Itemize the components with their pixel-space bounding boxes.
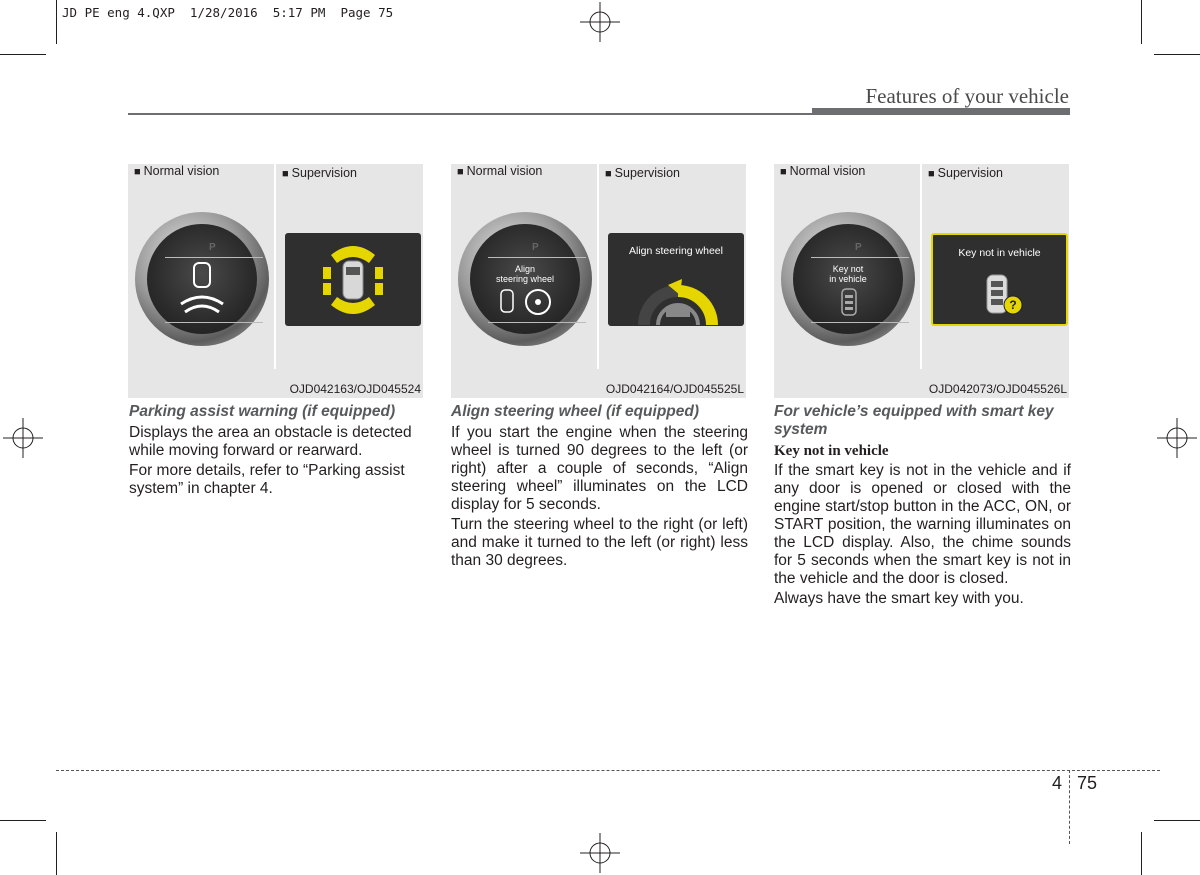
lcd-display-warning bbox=[931, 233, 1068, 326]
label-supervision: ■ Supervision bbox=[928, 166, 1003, 180]
crop-mark bbox=[1141, 0, 1142, 44]
section-heading: For vehicle’s equipped with smart key system bbox=[774, 403, 1054, 438]
cluster-gauge: P Align steering wheel bbox=[458, 212, 592, 346]
figure-code: OJD042164/OJD045525L bbox=[605, 382, 744, 396]
section-subheading: Key not in vehicle bbox=[774, 443, 889, 459]
header-rule bbox=[128, 113, 812, 115]
section-parking-assist bbox=[129, 403, 426, 500]
smart-key-icon bbox=[841, 288, 857, 316]
figure-divider bbox=[920, 164, 922, 369]
label-normal-vision: ■ Normal vision bbox=[134, 164, 220, 178]
gauge-text: steering wheel bbox=[495, 274, 555, 284]
lcd-display bbox=[608, 233, 744, 326]
label-supervision: ■ Supervision bbox=[605, 166, 680, 180]
paragraph: If the smart key is not in the vehicle and if any door is opened or closed with the engine start/stop button in the ACC, ON, or START position, the warning illuminates on the LCD display. Also, the chime sounds for 5 seconds when the smart key is not in the vehicle and the door is closed. bbox=[774, 462, 1071, 587]
figure-divider bbox=[597, 164, 599, 369]
footer-rule bbox=[56, 770, 1160, 771]
section-heading: Align steering wheel (if equipped) bbox=[451, 403, 700, 420]
footer-divider bbox=[1069, 770, 1070, 844]
figure-align-steering bbox=[451, 164, 746, 398]
lcd-message: Key not in vehicle bbox=[958, 247, 1041, 259]
section-align-steering bbox=[451, 403, 748, 572]
paragraph: Displays the area an obstacle is detected while moving forward or rearward. bbox=[129, 424, 412, 459]
label-normal-vision: ■ Normal vision bbox=[457, 164, 543, 178]
print-slug: JD PE eng 4.QXP 1/28/2016 5:17 PM Page 75 bbox=[62, 5, 394, 20]
crop-mark bbox=[1154, 820, 1200, 821]
page-number: 75 bbox=[1077, 773, 1098, 793]
crop-mark bbox=[1141, 832, 1142, 875]
registration-mark-bottom bbox=[580, 833, 620, 873]
cluster-gauge: P Key not in vehicle bbox=[781, 212, 915, 346]
figure-key-not-in-vehicle bbox=[774, 164, 1069, 398]
cluster-gauge: P bbox=[135, 212, 269, 346]
figure-parking-assist bbox=[128, 164, 423, 398]
section-heading: Parking assist warning (if equipped) bbox=[129, 403, 396, 420]
figure-code: OJD042163/OJD045524 bbox=[289, 382, 421, 396]
paragraph: If you start the engine when the steering wheel is turned 90 degrees to the left (or right) after a couple of seconds, “Align steering wheel” illuminates on the LCD display for 5 seconds. bbox=[451, 424, 748, 513]
paragraph: Always have the smart key with you. bbox=[774, 590, 1024, 607]
label-normal-vision: ■ Normal vision bbox=[780, 164, 866, 178]
figure-code: OJD042073/OJD045526L bbox=[928, 382, 1067, 396]
header-rule-accent bbox=[812, 108, 1070, 115]
crop-mark bbox=[0, 820, 46, 821]
crop-mark bbox=[56, 0, 57, 44]
parking-sensor-car-icon bbox=[177, 260, 227, 318]
gauge-text: Align bbox=[514, 264, 535, 274]
crop-mark bbox=[56, 832, 57, 875]
crop-mark bbox=[1154, 54, 1200, 55]
figure-divider bbox=[274, 164, 276, 369]
registration-mark-top bbox=[580, 2, 620, 42]
gauge-text: in vehicle bbox=[829, 274, 867, 284]
lcd-display bbox=[285, 233, 421, 326]
gauge-text: Key not bbox=[832, 264, 864, 274]
svg-text:?: ? bbox=[1009, 298, 1017, 312]
label-supervision: ■ Supervision bbox=[282, 166, 357, 180]
chapter-number: 4 bbox=[1052, 773, 1063, 793]
crop-mark bbox=[0, 54, 46, 55]
section-smart-key bbox=[774, 403, 1071, 610]
lcd-message: Align steering wheel bbox=[629, 245, 723, 257]
smart-key-icon bbox=[981, 271, 1025, 319]
registration-mark-right bbox=[1157, 418, 1197, 458]
registration-mark-left bbox=[3, 418, 43, 458]
paragraph: For more details, refer to “Parking assist system” in chapter 4. bbox=[129, 462, 405, 497]
steering-wheel-icon bbox=[498, 288, 554, 318]
parking-sensor-car-icon bbox=[323, 239, 383, 321]
paragraph: Turn the steering wheel to the right (or left) and make it turned to the left (or right) less than 30 degrees. bbox=[451, 516, 748, 569]
page-header-title: Features of your vehicle bbox=[865, 84, 1069, 108]
steering-wheel-icon bbox=[638, 267, 718, 325]
